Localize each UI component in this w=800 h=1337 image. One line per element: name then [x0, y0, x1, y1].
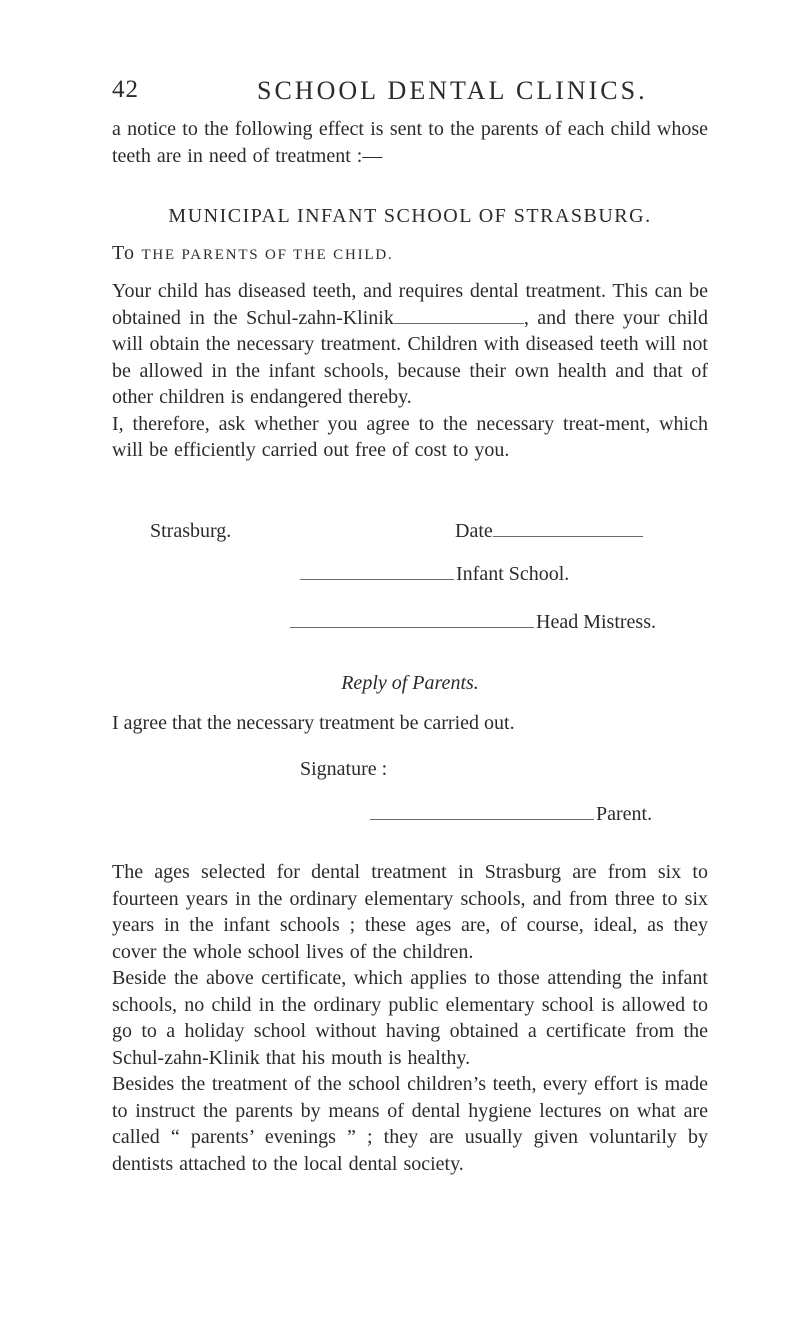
- clinic-name-blank: [394, 309, 524, 324]
- body-paragraph-2: Beside the above certificate, which applies to those attending the infant schools, no child in the ordinary public elementary school is allowed to go to a holiday school without having obtained a certificate from the Schul-zahn-Klinik that his mouth is healthy.: [112, 967, 708, 1069]
- reply-agreement: I agree that the necessary treatment be carried out.: [112, 712, 515, 734]
- addressee-rest: THE PARENTS OF THE CHILD.: [141, 247, 394, 263]
- notice-title: MUNICIPAL INFANT SCHOOL OF STRASBURG.: [168, 205, 652, 227]
- notice-body: [112, 278, 708, 464]
- main-body: [112, 859, 708, 1177]
- signature-label: Signature :: [300, 758, 388, 780]
- date-blank: [493, 522, 643, 537]
- page-number: 42: [112, 76, 139, 103]
- notice-paragraph-1-part1: Your child has diseased teeth, and requires dental treatment. This can be obtained in the Schul-zahn-Klinik: [112, 280, 708, 329]
- parent-label: Parent.: [596, 803, 653, 825]
- addressee-prefix: To: [112, 242, 136, 264]
- notice-paragraph-2: I, therefore, ask whether you agree to the necessary treat-ment, which will be efficiently carried out free of cost to you.: [112, 412, 708, 461]
- mistress-label: Head Mistress.: [536, 611, 656, 633]
- mistress-row: [290, 611, 656, 634]
- notice-paragraph-1: [112, 278, 708, 411]
- school-blank: [300, 565, 454, 580]
- parent-row: [370, 803, 652, 826]
- school-row: [300, 563, 569, 586]
- parent-blank: [370, 805, 594, 820]
- school-label: Infant School.: [456, 563, 570, 585]
- place-label: Strasburg.: [150, 520, 232, 542]
- date-row: [455, 520, 643, 543]
- date-label: Date: [455, 520, 493, 542]
- reply-heading: Reply of Parents.: [341, 672, 479, 694]
- running-head: SCHOOL DENTAL CLINICS.: [257, 76, 648, 105]
- mistress-blank: [290, 613, 534, 628]
- intro-paragraph: a notice to the following effect is sent to the parents of each child whose teeth are in need of treatment :—: [112, 118, 708, 167]
- intro-text: [112, 116, 708, 169]
- page-header: [112, 76, 712, 116]
- body-paragraph-1: The ages selected for dental treatment in Strasburg are from six to fourteen years in the ordinary elementary schools, and from three to six years in the infant schools ; these ages are, of course, ideal, as they cover the whole school lives of the children.: [112, 861, 708, 963]
- notice-addressee: [112, 242, 394, 265]
- notice-paragraph-1-part2: , and there your child will obtain the necessary treatment. Children with diseased teeth will not be allowed in the infant schools, because their own health and that of other children is endangered thereby.: [112, 306, 708, 408]
- body-paragraph-3: Besides the treatment of the school children’s teeth, every effort is made to instruct the parents by means of dental hygiene lectures on what are called “ parents’ evenings ” ; they are usually given voluntarily by dentists attached to the local dental society.: [112, 1073, 708, 1175]
